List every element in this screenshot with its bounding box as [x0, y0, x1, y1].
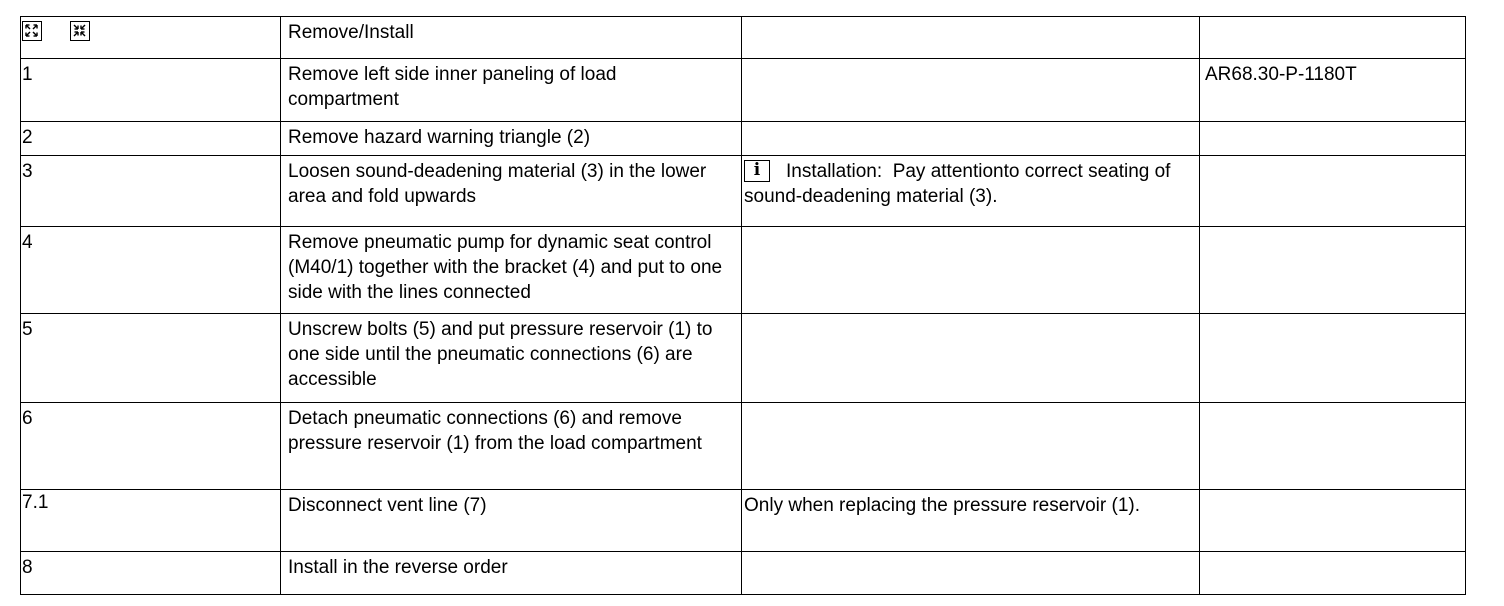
step-note	[742, 59, 1200, 122]
step-text: Unscrew bolts (5) and put pressure reservoir (1) to one side until the pneumatic connections (6) are accessible	[281, 314, 742, 403]
step-number: 1	[21, 59, 281, 122]
table-header-row	[21, 17, 1466, 59]
expand-all-icon[interactable]	[22, 21, 42, 41]
table-row	[21, 490, 1466, 552]
note-prefix: Installation:	[786, 161, 883, 182]
step-reference	[1200, 122, 1466, 156]
step-text: Remove pneumatic pump for dynamic seat control (M40/1) together with the bracket (4) and put to one side with the lines connected	[281, 227, 742, 314]
table-row	[21, 314, 1466, 403]
step-reference	[1200, 227, 1466, 314]
step-note	[742, 403, 1200, 490]
table-row	[21, 403, 1466, 490]
table-row	[21, 552, 1466, 595]
header-icons-cell	[21, 17, 281, 59]
step-number: 2	[21, 122, 281, 156]
step-note: Pay attentionto correct seating of sound-deadening material (3).	[744, 161, 1171, 207]
step-number: 5	[21, 314, 281, 403]
step-number: 8	[21, 552, 281, 595]
step-number: 6	[21, 403, 281, 490]
header-empty-cell	[1200, 17, 1466, 59]
step-text: Install in the reverse order	[281, 552, 742, 595]
step-text: Disconnect vent line (7)	[281, 490, 742, 552]
step-reference	[1200, 314, 1466, 403]
procedure-table	[20, 16, 1466, 595]
step-note	[742, 314, 1200, 403]
step-reference-link[interactable]: AR68.30-P-1180T	[1200, 59, 1466, 122]
step-text: Remove hazard warning triangle (2)	[281, 122, 742, 156]
header-title: Remove/Install	[281, 17, 742, 59]
step-note: Only when replacing the pressure reservoir (1).	[742, 490, 1200, 552]
step-text: Loosen sound-deadening material (3) in the lower area and fold upwards	[281, 156, 742, 227]
step-reference	[1200, 552, 1466, 595]
step-note-cell	[742, 156, 1200, 227]
step-text: Detach pneumatic connections (6) and remove pressure reservoir (1) from the load compartment	[281, 403, 742, 490]
table-row	[21, 156, 1466, 227]
table-row	[21, 227, 1466, 314]
step-note	[742, 122, 1200, 156]
table-row	[21, 59, 1466, 122]
step-number: 7.1	[21, 490, 281, 552]
step-reference	[1200, 403, 1466, 490]
step-text: Remove left side inner paneling of load compartment	[281, 59, 742, 122]
step-reference	[1200, 156, 1466, 227]
step-number: 4	[21, 227, 281, 314]
info-icon: i	[744, 160, 770, 182]
step-reference	[1200, 490, 1466, 552]
step-note	[742, 227, 1200, 314]
collapse-all-icon[interactable]	[70, 21, 90, 41]
header-empty-cell	[742, 17, 1200, 59]
step-note	[742, 552, 1200, 595]
step-number: 3	[21, 156, 281, 227]
table-row	[21, 122, 1466, 156]
